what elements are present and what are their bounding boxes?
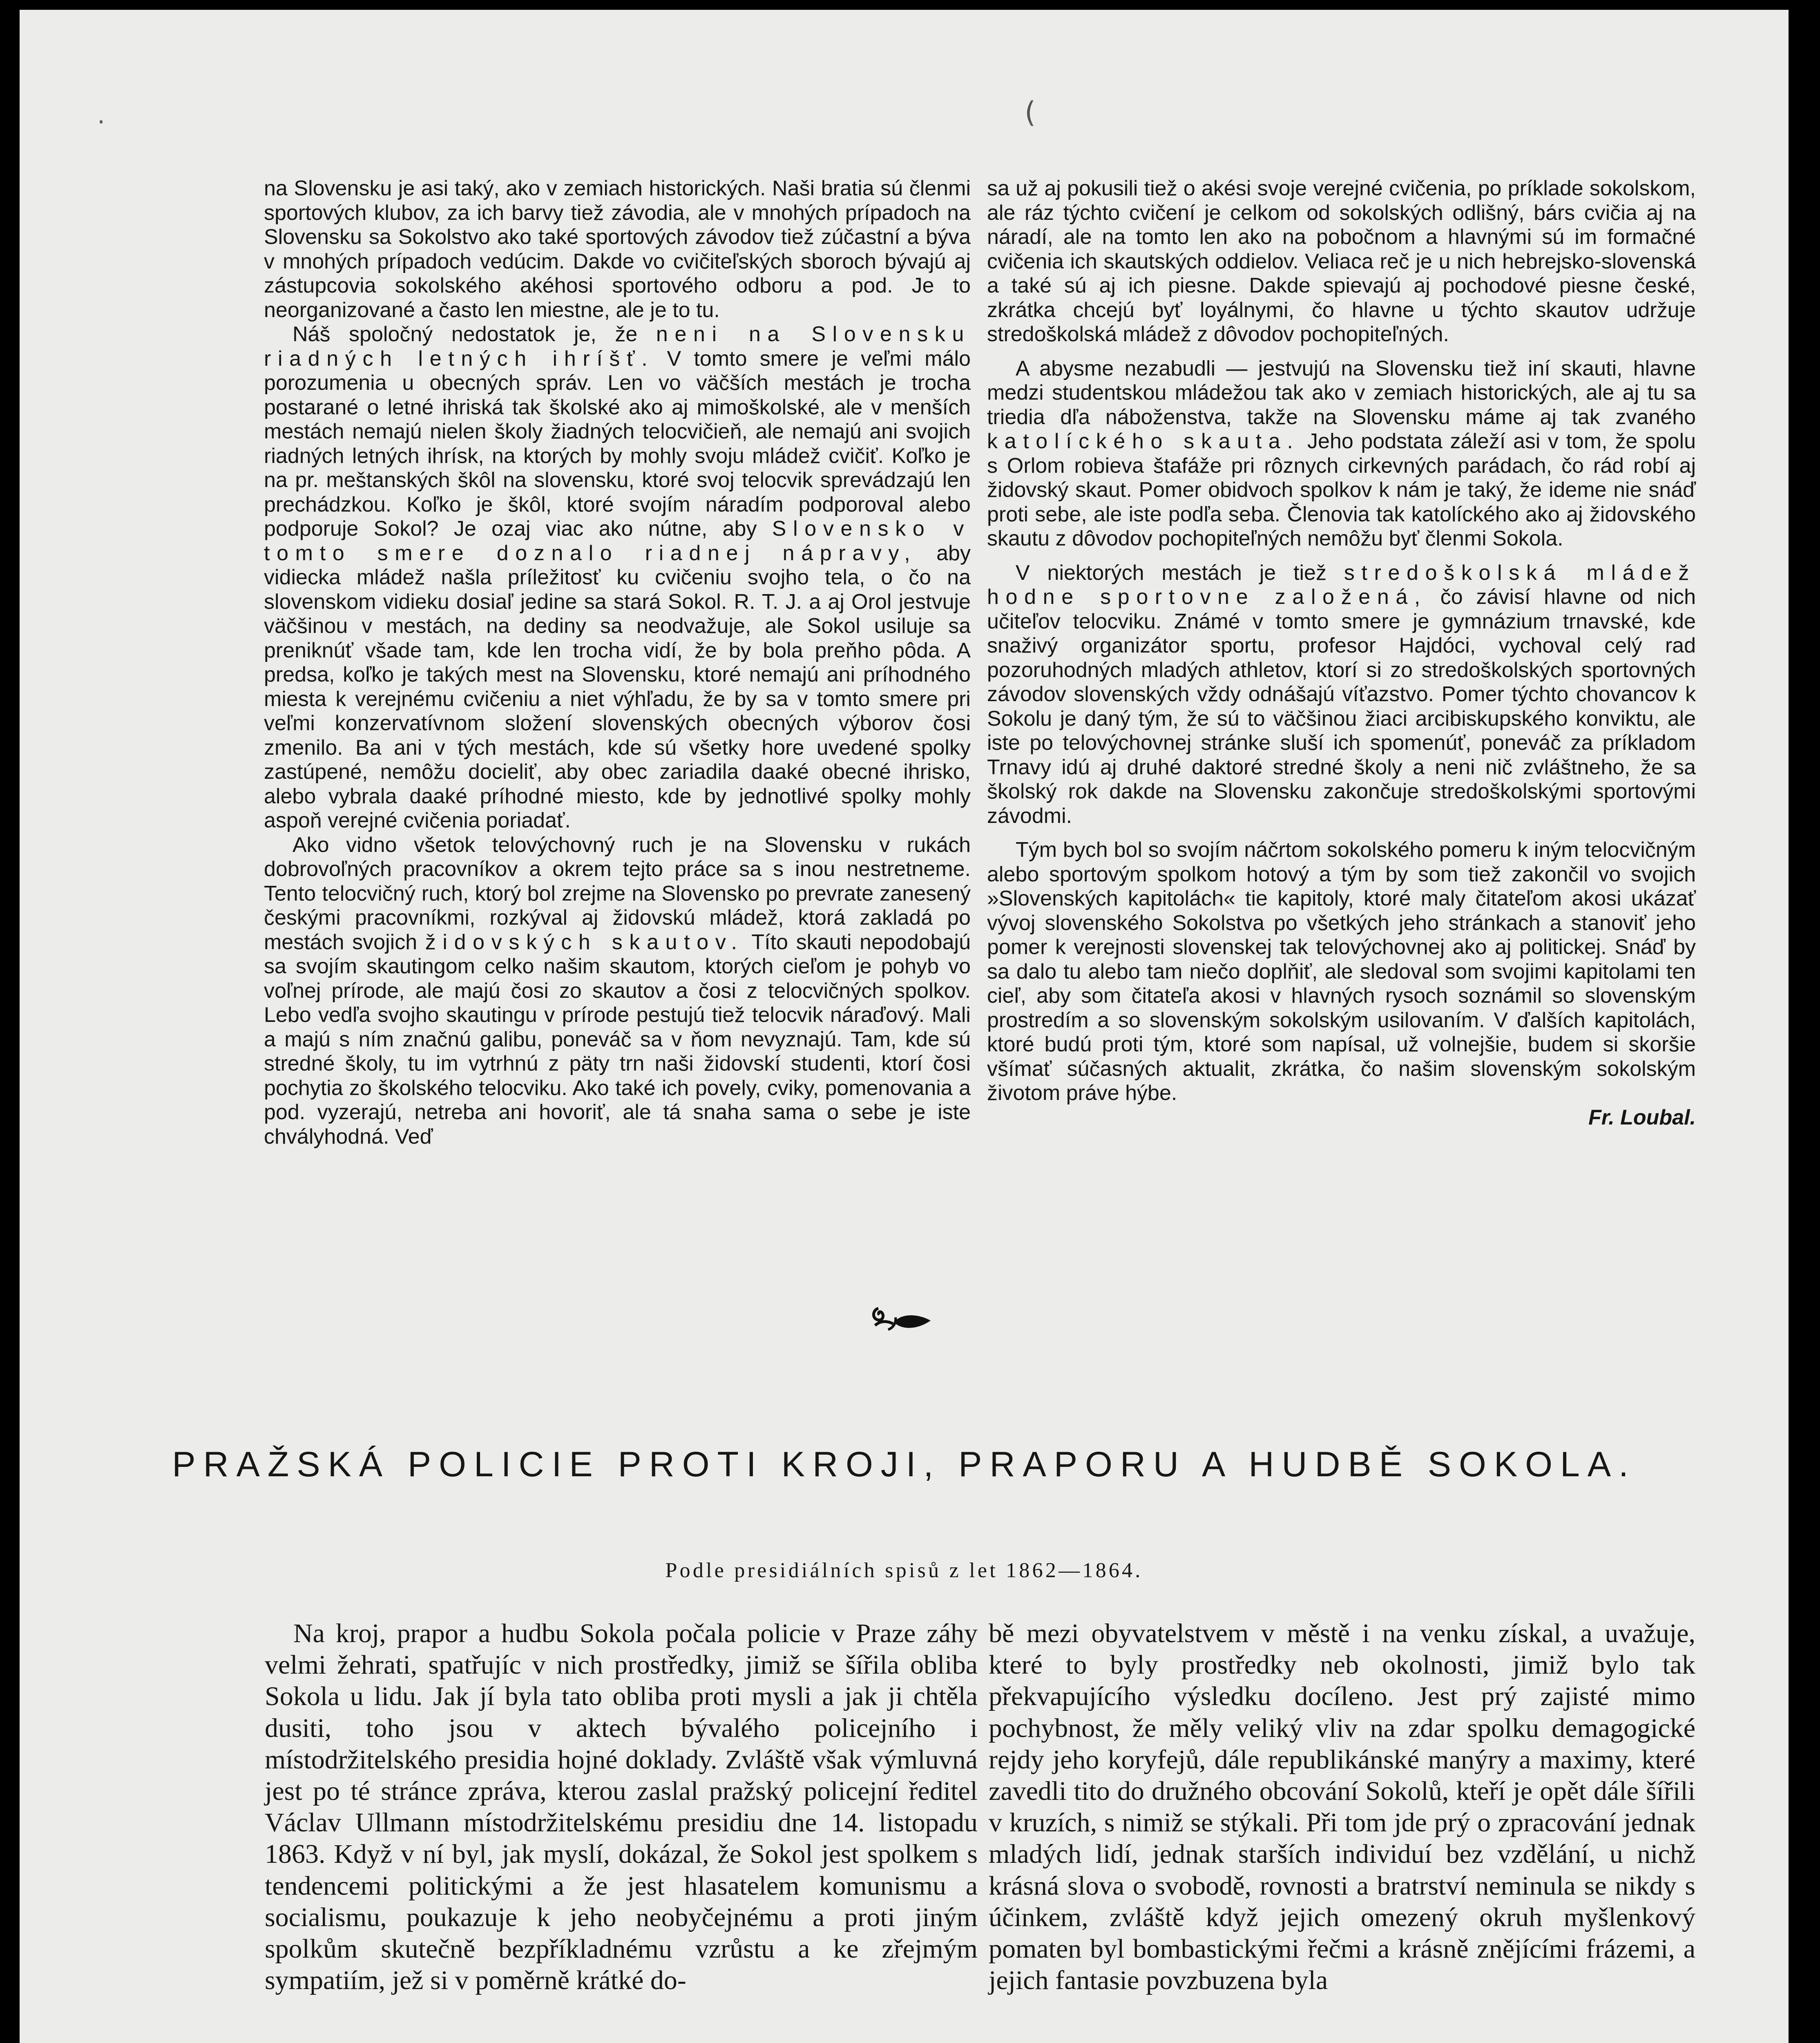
- paragraph: [987, 357, 1696, 551]
- article-title: PRAŽSKÁ POLICIE PROTI KROJI, PRAPORU A HUDBĚ SOKOLA.: [172, 1445, 1636, 1484]
- czech-article-left-column: [265, 1618, 978, 1996]
- text-run: čo závisí hlavne od nich učiteľov telocviku. Známé v tomto smere je gymnázium trnavské, kde snaživý organizátor sportu, profesor Hajdóci, vychoval celý rad pozoruhodných mladých athletov, ktorí si zo stredoškolských sportovných závodov slovenských vždy odnášajú víťazstvo. Pomer týchto chovancov k Sokolu je daný tým, že sú to väčšinou žiaci arcibiskupského konviktu, ale iste po telovýchovnej stránke sluší ich spomenúť, poneváč za príkladom Trnavy idú aj druhé daktoré stredné školy a neni nič zvláštneho, že sa školský rok dakde na Slovensku zakončuje stredoškolskými sportovými závodmi.: [987, 585, 1696, 828]
- emphasized-text: stredoškolská mládež hodne sportovne založená,: [987, 561, 1696, 609]
- paragraph: Tým bych bol so svojím náčrtom sokolského pomeru k iným telocvičným alebo sportovým spolkom hotový a tým by som tiež zakončil vo svojich »Slovenských kapitolách« tie kapitoly, ktoré maly čitateľom akosi ukázať vývoj slovenského Sokolstva po všetkých jeho stránkach a stanoviť jeho pomer k verejnosti slovenskej tak telovýchovnej ako aj politickej. Snáď by sa dalo tu alebo tam niečo doplňiť, ale sledoval som svojimi kapitolami ten cieľ, aby som čitateľa akosi v hlavných rysoch soznámil so slovenským prostredím a so slovenským sokolským usilovaním. V ďalších kapitolách, ktoré budú proti tým, ktoré som napísal, už volnejšie, budem si skoršie všímať súčasných aktualit, zkrátka, čo našim slovenským sokolským životom práve hýbe.: [987, 838, 1696, 1105]
- paragraph: [987, 561, 1696, 829]
- emphasized-text: neni na Slovensku riadných letných ihríšť.: [264, 322, 971, 371]
- scanned-page: [20, 10, 1789, 2043]
- text-run: Jeho podstata záleží asi v tom, že spolu s Orlom robieva štafáže pri rôznych cirkevných parádach, čo rád robí aj židovský skaut. Pomer obidvoch spolkov k nám je taký, že ideme nie snáď proti sebe, ale iste podľa seba. Členovia tak katolíckého ako aj židovského skautu z dôvodov pochopiteľných nemôžu byť členmi Sokola.: [987, 429, 1696, 550]
- leaf-ornament-icon: [869, 1301, 935, 1338]
- text-run: A abysme nezabudli — jestvujú na Slovensku tiež iní skauti, hlavne medzi studentskou mládežou tak ako v zemiach historických, ale aj tu sa triedia dľa náboženstva, takže na Slovensku máme aj tak zvaného: [987, 356, 1696, 429]
- text-run: aby vidiecka mládež našla príležitosť ku cvičeniu svojho tela, o čo na slovenskom vidieku dosiaľ jedine sa stará Sokol. R. T. J. a aj Orol jestvuje väčšinou v mestách, na dediny sa neodvažuje, ale Sokol usiluje sa preniknúť všade tam, kde len trocha vidí, že by bola preňho pôda. A predsa, koľko je takých mest na Slovensku, ktoré nemajú ani príhodného miesta k verejnému cvičeniu a niet výhľadu, že by sa v tomto smere pri veľmi konzervatívnom složení slovenských obecných výborov čosi zmenilo. Ba ani v tých mestách, kde sú všetky hore uvedené spolky zastúpené, nemôžu docieliť, aby obec zariadila daaké obecné ihrisko, alebo vybrala daaké príhodné miesto, kde by jednotlivé spolky mohly aspoň verejné cvičenia poriadať.: [264, 541, 971, 832]
- text-run: Títo skauti nepodobajú sa svojím skautingom celko našim skautom, ktorých cieľom je pohyb vo voľnej prírode, ale majú čosi zo skautov a čosi z telocvičných spolkov. Lebo vedľa svojho skautingu v prírode pestujú tiež telocvik náraďový. Mali a majú s ním značnú galibu, poneváč sa v ňom nevyznajú. Tam, kde sú stredné školy, tu im vytrhnú z päty trn naši židovskí studenti, ktorí čosi pochytia zo školského telocviku. Ako také ich povely, cviky, pomenovania a pod. vyzerajú, netreba ani hovoriť, ale tá snaha sama o sebe je iste chvályhodná. Veď: [264, 930, 971, 1149]
- emphasized-text: katolíckého skauta.: [987, 429, 1300, 453]
- text-run: V tomto smere je veľmi málo porozumenia u obecných správ. Len vo väčších mestách je trocha postarané o letné ihriská tak školské ako aj mimoškolské, ale v menších mestách nemajú nielen školy žiadných telocvičieň, ale nemajú ani svojich riadných letných ihrísk, na ktorých by mohly svoju mládež cvičiť. Koľko je na pr. meštanských škôl na slovensku, ktoré svoj telocvik sprevádzajú len prechádzkou. Koľko je škôl, ktoré svojím náradím podporoval alebo podporuje Sokol? Je ozaj viac ako nútne, aby: [264, 346, 971, 541]
- paragraph: na Slovensku je asi taký, ako v zemiach historických. Naši bratia sú členmi sportových klubov, za ich barvy tiež závodia, ale v mnohých prípadoch na Slovensku sa Sokolstvo ako také sportových závodov tiež zúčastní a býva v mnohých prípadoch vedúcim. Dakde vo cvičiteľských sboroch bývajú aj zástupcovia sokolského akéhosi sportového odboru a pod. Je to neorganizované a často len miestne, ale je to tu.: [264, 177, 971, 322]
- article-subtitle: Podle presidiálních spisů z let 1862—1864.: [665, 1559, 1143, 1582]
- paragraph: [264, 833, 971, 1149]
- paragraph: sa už aj pokusili tiež o akési svoje verejné cvičenia, po príklade sokolskom, ale ráz týchto cvičení je celkom od sokolských odlišný, bárs cvičia aj na náradí, ale na tomto len ako na pobočnom a hlavnými sú im formačné cvičenia ich skautských oddielov. Veliaca reč je u nich hebrejsko-slovenská a také sú aj ich piesne. Dakde spievajú aj pochodové piesne české, zkrátka chcejú byť loyálnymi, čo hlavne u týchto skautov udržuje stredoškolská mládež z dôvodov pochopiteľných.: [987, 177, 1696, 346]
- paragraph: Na kroj, prapor a hudbu Sokola počala policie v Praze záhy velmi žehrati, spatřujíc v nich prostředky, jimiž se šířila obliba Sokola u lidu. Jak jí byla tato obliba proti mysli a jak ji chtěla dusiti, toho jsou v aktech bývalého policejního i místodržitelského presidia hojné doklady. Zvláště však výmluvná jest po té stránce zpráva, kterou zaslal pražský policejní ředitel Václav Ullmann místodržitelskému presidiu dne 14. listopadu 1863. Když v ní byl, jak myslí, dokázal, že Sokol jest spolkem s tendencemi politickými a že jest hlasatelem komunismu a socialismu, poukazuje k jeho neobyčejnému a proti jiným spolkům skutečně bezpříkladnému vzrůstu a ke zřejmým sympatiím, jež si v poměrně krátké do-: [265, 1618, 978, 1996]
- author-signature: Fr. Loubal.: [1588, 1105, 1696, 1129]
- paragraph: [264, 322, 971, 833]
- text-run: Náš spoločný nedostatok je, že: [293, 322, 656, 346]
- emphasized-text: Slovensko v tomto smere doznalo riadnej nápravy,: [264, 517, 971, 565]
- slovak-article-right-column: [987, 177, 1696, 1130]
- slovak-article-left-column: [264, 177, 971, 1149]
- czech-article-right-column: [989, 1618, 1695, 1996]
- text-run: V niektorých mestách je tiež: [1016, 561, 1344, 585]
- text-run: Ako vidno všetok telovýchovný ruch je na Slovensku v rukách dobrovoľných pracovníkov a okrem tejto práce sa s inou nestretneme. Tento telocvičný ruch, ktorý bol zrejme na Slovensko po prevrate zanesený českými pracovníkmi, rozkýval aj židovskú mládež, ktorá zakladá po mestách svojich: [264, 833, 971, 954]
- scan-speck: ·: [97, 108, 105, 136]
- emphasized-text: židovských skautov.: [425, 930, 744, 954]
- scan-speck: (: [1025, 96, 1036, 129]
- paragraph: bě mezi obyvatelstvem v městě i na venku získal, a uvažuje, které to byly prostředky neb okolnosti, jimiž bylo tak překvapujícího výsledku docíleno. Jest prý zajisté mimo pochybnost, že měly veliký vliv na zdar spolku demagogické rejdy jeho koryfejů, dále republikánské manýry a maximy, které zavedli tito do družného obcování Sokolů, kteří je opět dále šířili v kruzích, s nimiž se stýkali. Při tom jde prý o zpracování jednak mladých lidí, jednak starších individuí bez vzdělání, u nichž krásná slova o svobodě, rovnosti a bratrství neminula se nikdy s účinkem, zvláště když jejich omezený okruh myšlenkový pomaten byl bombastickými řečmi a krásně znějícími frázemi, a jejich fantasie povzbuzena byla: [989, 1618, 1695, 1996]
